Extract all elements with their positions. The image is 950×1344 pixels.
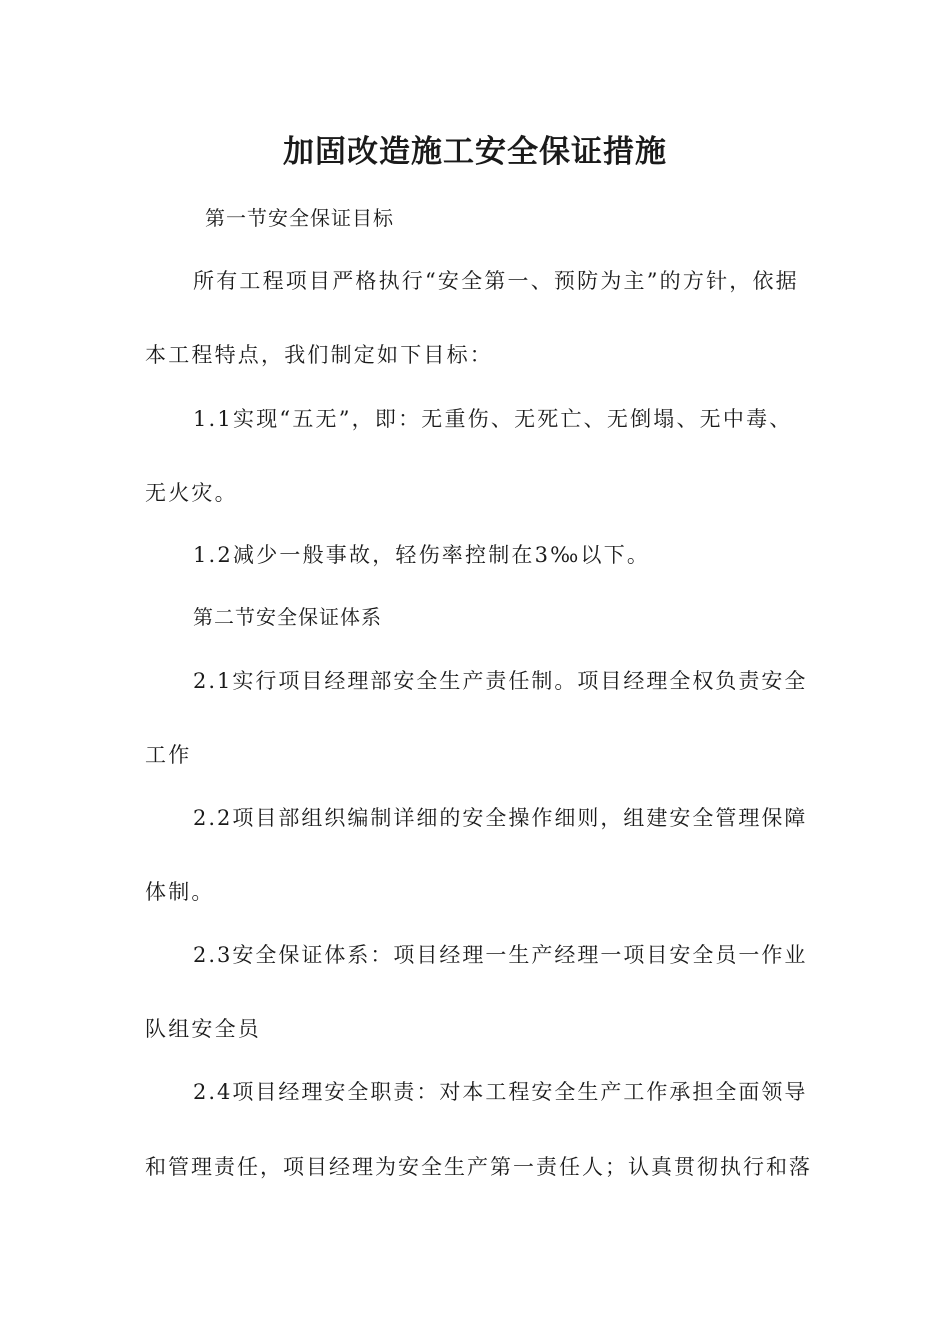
- section-heading-2: 第二节安全保证体系: [193, 605, 382, 629]
- paragraph-line: 工作: [145, 743, 192, 767]
- paragraph-line: 队组安全员: [145, 1017, 261, 1041]
- paragraph-line: 无火灾。: [145, 481, 238, 505]
- paragraph-line: 1.1实现“五无”，即：无重伤、无死亡、无倒塌、无中毒、: [193, 407, 793, 431]
- paragraph-line: 2.4项目经理安全职责：对本工程安全生产工作承担全面领导: [193, 1080, 808, 1104]
- paragraph-line: 和管理责任，项目经理为安全生产第一责任人；认真贯彻执行和落: [145, 1155, 812, 1179]
- section-heading-1: 第一节安全保证目标: [205, 206, 394, 230]
- paragraph-line: 2.1实行项目经理部安全生产责任制。项目经理全权负责安全: [193, 669, 808, 693]
- document-title: 加固改造施工安全保证措施: [283, 134, 667, 170]
- paragraph-line: 1.2减少一般事故，轻伤率控制在3‰以下。: [193, 543, 651, 567]
- paragraph-line: 体制。: [145, 880, 215, 904]
- paragraph-line: 2.3安全保证体系：项目经理一生产经理一项目安全员一作业: [193, 943, 808, 967]
- paragraph-line: 本工程特点，我们制定如下目标：: [145, 343, 493, 367]
- paragraph-line: 2.2项目部组织编制详细的安全操作细则，组建安全管理保障: [193, 806, 808, 830]
- paragraph-line: 所有工程项目严格执行“安全第一、预防为主”的方针，依据: [193, 269, 799, 293]
